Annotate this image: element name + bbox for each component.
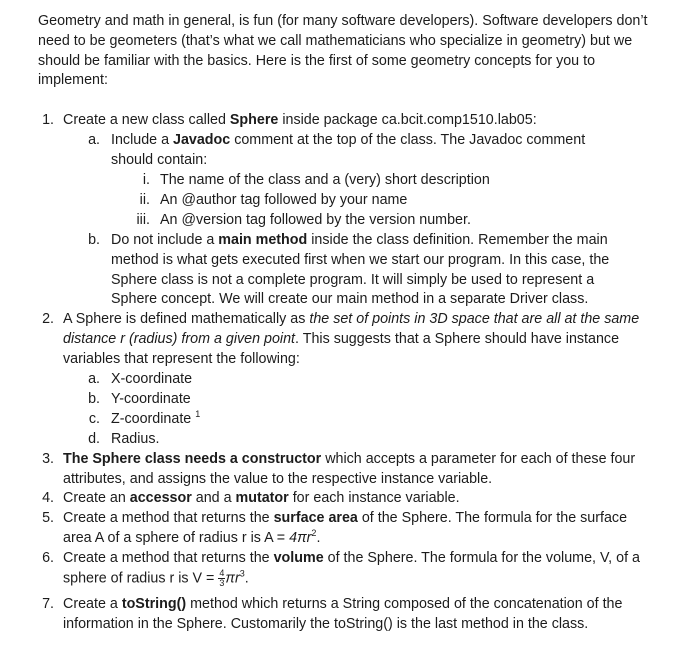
- list-text: The name of the class and a (very) short description: [160, 172, 490, 188]
- list-letter: b.: [88, 232, 100, 248]
- list-text: An @author tag followed by your name: [160, 192, 408, 208]
- list-number: 4.: [42, 490, 54, 506]
- list-number: 2.: [42, 311, 54, 327]
- list-text: Create a toString() method which returns a String composed of the concatenation of the information in the Sphere. Customarily the toString() is the last method in the class.: [63, 596, 623, 632]
- list-text: A Sphere is defined mathematically as the set of points in 3D space that are all at the same distance r (radius) from a given point. This suggests that a Sphere should have instance variables that represent the following:: [63, 311, 640, 367]
- list-number: 6.: [42, 550, 54, 566]
- formula-fraction: $\frac{4}{3}$: [219, 567, 225, 588]
- list-letter: c.: [88, 411, 100, 427]
- list-text: Create an accessor and a mutator for each instance variable.: [63, 490, 460, 506]
- list-text: X-coordinate: [111, 371, 193, 387]
- formula-volume: πr: [225, 570, 240, 587]
- list-number: 7.: [42, 596, 54, 612]
- list-number: 1.: [42, 112, 54, 128]
- list-text: The Sphere class needs a constructor which accepts a parameter for each of these four attributes, and assigns the value to the respective instance variable.: [63, 451, 636, 487]
- list-text: Include a Javadoc comment at the top of the class. The Javadoc comment should contain:: [111, 132, 586, 168]
- footnote-marker: 1: [195, 409, 201, 420]
- list-text: An @version tag followed by the version number.: [160, 212, 471, 228]
- list-roman: i.: [142, 172, 150, 188]
- list-text: Do not include a main method inside the class definition. Remember the main method is what gets executed first when we start our program. In this case, the Sphere class is not a complete program. It will simply be used to represent a Sphere concept. We will create our main method in a separate Driver class.: [111, 232, 610, 308]
- list-text: Y-coordinate: [111, 391, 191, 407]
- list-roman: ii.: [139, 192, 150, 208]
- list-text: Create a new class called Sphere inside package ca.bcit.comp1510.lab05:: [63, 112, 537, 128]
- list-text: Create a method that returns the volume of the Sphere. The formula for the volume, V, of a sphere of radius r is V = $\frac{4}{3}$ $\pi r^3$.: [63, 550, 640, 588]
- list-text: Create a method that returns the surface area of the Sphere. The formula for the surface area A of a sphere of radius r is $A = 4\pi r^2$.: [63, 510, 628, 546]
- list-text: Z-coordinate $^1$: [111, 409, 201, 427]
- list-text: Radius.: [111, 431, 160, 447]
- intro-paragraph: Geometry and math in general, is fun (for many software developers). Software developers don’t need to be geometers (that’s what we call mathematicians who specialize in geometry) but we should be familiar with the basics. Here is the first of some geometry concepts for you to implement:: [38, 13, 648, 89]
- list-number: 3.: [42, 451, 54, 467]
- formula-surface-area: 4πr: [289, 529, 312, 546]
- list-letter: b.: [88, 391, 100, 407]
- list-letter: d.: [88, 431, 100, 447]
- list-number: 5.: [42, 510, 54, 526]
- list-letter: a.: [88, 132, 100, 148]
- list-letter: a.: [88, 371, 100, 387]
- list-roman: iii.: [136, 212, 150, 228]
